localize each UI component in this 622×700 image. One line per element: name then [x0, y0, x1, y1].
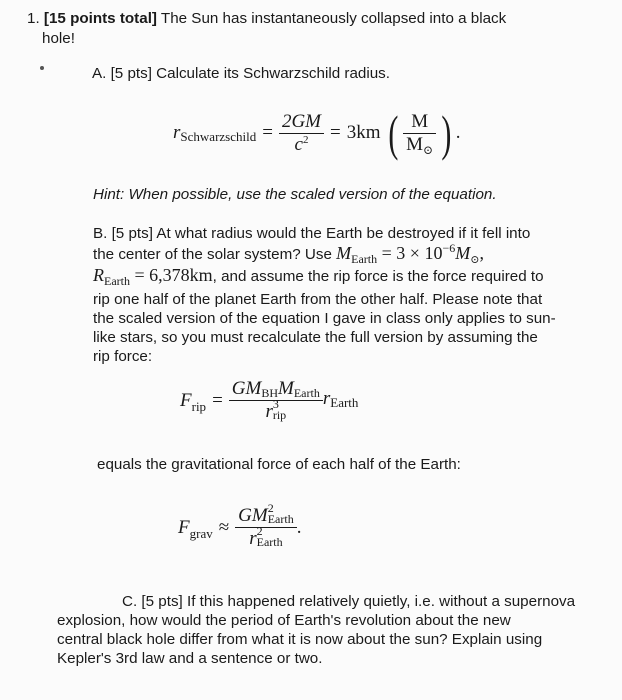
fgrav-num-gm: GM [238, 505, 268, 526]
fraction-denominator: c [294, 133, 303, 155]
fgrav-den-sub: Earth [256, 535, 283, 549]
problem-number: 1. [27, 10, 40, 27]
fgrav-den-r: r [249, 528, 257, 549]
part-b-line-5: the scaled version of the equation I gave in class only applies to sun- [93, 310, 556, 327]
fgrav-period: . [296, 516, 302, 538]
rearth-symbol: R [93, 265, 104, 285]
sun-symbol: ⊙ [423, 142, 434, 157]
mearth-symbol: M [336, 243, 352, 263]
hint-text: Hint: When possible, use the scaled version of the equation. [93, 186, 497, 203]
frip-trailing-r: r [322, 387, 331, 409]
part-c-line-4: Kepler's 3rd law and a sentence or two. [57, 650, 323, 667]
fraction-numerator: 2GM [281, 110, 321, 132]
intro-line-1: The Sun has instantaneously collapsed into a black [160, 10, 507, 27]
bullet-marker [40, 66, 44, 70]
rearth-subscript: Earth [104, 274, 130, 288]
part-b-line-3-text: , and assume the rip force is the force required to [212, 268, 544, 285]
part-b-line-4: rip one half of the planet Earth from the other half. Please note that [93, 291, 543, 308]
part-b-line-1: B. [5 pts] At what radius would the Earth be destroyed if it fell into [93, 225, 531, 242]
fgrav-num-sub: Earth [267, 512, 294, 526]
paren-open: ( [387, 105, 398, 161]
part-b-line-3 [93, 266, 544, 288]
paren-close: ) [441, 105, 452, 161]
fgrav-subscript: grav [189, 525, 213, 541]
frip-equation [180, 378, 358, 423]
frip-num-m: M [278, 378, 294, 399]
fgrav-den-sup: 2 [256, 524, 263, 538]
equation-period: . [455, 122, 461, 143]
r-subscript: Schwarzschild [180, 129, 257, 144]
mass-denominator: M [406, 133, 424, 155]
fgrav-num-sup: 2 [267, 501, 274, 515]
rearth-equals: = 6,378km [134, 265, 213, 285]
mass-numerator: M [411, 110, 429, 132]
part-c-line-3: central black hole differ from what it is now about the sun? Explain using [57, 631, 543, 648]
frip-den-r: r [265, 401, 273, 422]
part-b-line-7: rip force: [93, 348, 153, 365]
mearth-subscript: Earth [351, 252, 378, 266]
frip-trailing-sub: Earth [330, 394, 359, 410]
frip-den-sub: rip [272, 408, 287, 422]
equals-sign-2: = [330, 122, 341, 143]
fgrav-symbol: F [178, 516, 190, 538]
mass-ratio-fraction [403, 111, 436, 156]
problem-header [27, 9, 587, 29]
mearth-exponent: −6 [442, 241, 456, 255]
schwarzschild-equation [173, 105, 461, 161]
frip-num-gm: GM [231, 378, 262, 399]
sun-symbol-b: ⊙ [470, 254, 480, 266]
part-b-line-2 [93, 241, 484, 267]
r-symbol: r [173, 122, 181, 143]
part-b-line-2-text: the center of the solar system? Use [93, 246, 332, 263]
part-a-prompt: A. [5 pts] Calculate its Schwarzschild radius. [92, 65, 390, 82]
fgrav-approx: ≈ [218, 516, 230, 538]
fgrav-equation [178, 501, 302, 550]
equals-gravitational-text: equals the gravitational force of each half of the Earth: [97, 456, 461, 473]
frip-subscript: rip [191, 398, 207, 414]
coefficient-3km: 3km [346, 122, 381, 143]
denominator-exponent: 2 [302, 133, 309, 146]
intro-line-2: hole! [42, 30, 75, 47]
mearth-equals: = 3 × 10 [381, 243, 443, 263]
frip-fraction [229, 378, 323, 423]
frip-equals: = [212, 389, 223, 411]
part-c-line-1: C. [5 pts] If this happened relatively quietly, i.e. without a supernova [122, 593, 576, 610]
2gm-over-c2-fraction [279, 111, 324, 156]
frip-den-sup: 3 [272, 397, 279, 411]
part-c-line-2: explosion, how would the period of Earth's revolution about the new [57, 612, 511, 629]
frip-num-earth-sub: Earth [293, 386, 320, 400]
frip-symbol: F [180, 389, 192, 411]
equals-sign-1: = [262, 122, 273, 143]
part-b-line-6: like stars, so you must recalculate the full version by assuming the [93, 329, 538, 346]
frip-num-bh-sub: BH [261, 386, 279, 400]
mearth-comma: , [479, 243, 484, 263]
fgrav-fraction [235, 501, 297, 550]
msun-symbol: M [455, 243, 471, 263]
points-total: [15 points total] [43, 10, 157, 27]
